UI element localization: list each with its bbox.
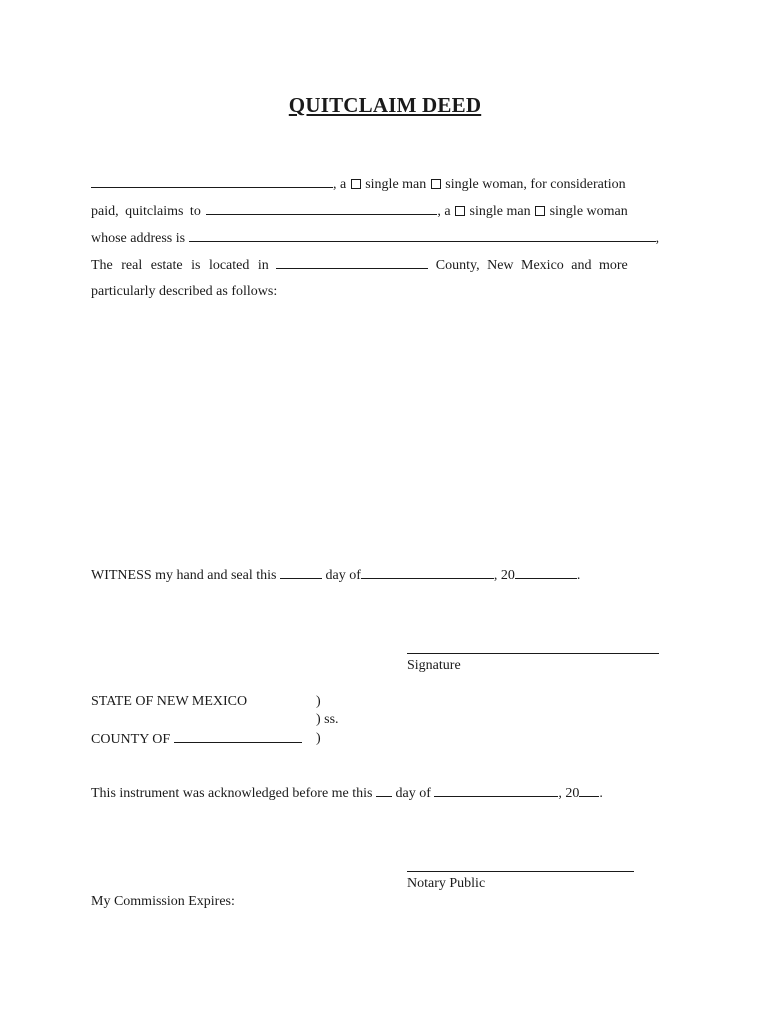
county-line [91, 730, 302, 749]
state-label: STATE OF NEW MEXICO [91, 694, 248, 709]
acknowledgment-day-of: day of [395, 786, 431, 801]
venue-paren-3: ) [316, 731, 321, 746]
notary-signature-line[interactable] [407, 871, 634, 872]
venue-county-blank[interactable] [174, 730, 302, 743]
acknowledgment-line [91, 784, 603, 803]
grantee-line [91, 202, 680, 221]
witness-day-blank[interactable] [280, 566, 322, 579]
grantee-comma-a: , a [437, 204, 451, 219]
witness-year-prefix: , 20 [493, 568, 515, 583]
witness-month-blank[interactable] [361, 566, 494, 579]
grantee-single-man-checkbox[interactable] [455, 206, 465, 216]
document-title: QUITCLAIM DEED [288, 93, 482, 117]
witness-end: . [576, 568, 581, 583]
notary-label: Notary Public [407, 876, 486, 891]
grantor-single-woman-label: single woman, for consideration [445, 177, 626, 192]
address-line [91, 229, 659, 248]
grantor-single-man-label: single man [365, 177, 427, 192]
acknowledgment-month-blank[interactable] [434, 784, 558, 797]
grantor-single-woman-checkbox[interactable] [431, 179, 441, 189]
grantor-line [91, 175, 626, 194]
acknowledgment-end: . [599, 786, 603, 801]
acknowledgment-prefix: This instrument was acknowledged before me this [91, 786, 373, 801]
grantee-single-woman-checkbox[interactable] [535, 206, 545, 216]
signature-label: Signature [407, 658, 461, 673]
venue-paren-ss: ) ss. [316, 712, 339, 727]
county-blank[interactable] [276, 256, 428, 269]
witness-line [91, 566, 580, 585]
grantor-name-blank[interactable] [91, 175, 333, 188]
real-estate-line [91, 256, 628, 275]
grantee-single-man-label: single man [469, 204, 531, 219]
county-label: COUNTY OF [91, 732, 171, 747]
real-estate-description-line: particularly described as follows: [91, 284, 278, 299]
real-estate-prefix: The real estate is located in [91, 258, 269, 273]
witness-year-blank[interactable] [515, 566, 577, 579]
acknowledgment-year-blank[interactable] [579, 784, 599, 797]
commission-expires-label: My Commission Expires: [91, 894, 235, 909]
signature-line[interactable] [407, 653, 659, 654]
grantee-single-woman-label: single woman [549, 204, 628, 219]
real-estate-suffix: County, New Mexico and more [435, 258, 628, 273]
acknowledgment-year-prefix: , 20 [558, 786, 580, 801]
address-label: whose address is [91, 231, 186, 246]
grantor-single-man-checkbox[interactable] [351, 179, 361, 189]
address-trailing-comma: , [655, 231, 660, 246]
address-blank[interactable] [189, 229, 656, 242]
grantee-name-blank[interactable] [206, 202, 437, 215]
acknowledgment-day-blank[interactable] [376, 784, 392, 797]
paid-quitclaims-label: paid, quitclaims to [91, 204, 201, 219]
witness-day-of: day of [325, 568, 361, 583]
witness-prefix: WITNESS my hand and seal this [91, 568, 277, 583]
venue-paren-1: ) [316, 694, 321, 709]
grantor-comma-a: , a [333, 177, 347, 192]
